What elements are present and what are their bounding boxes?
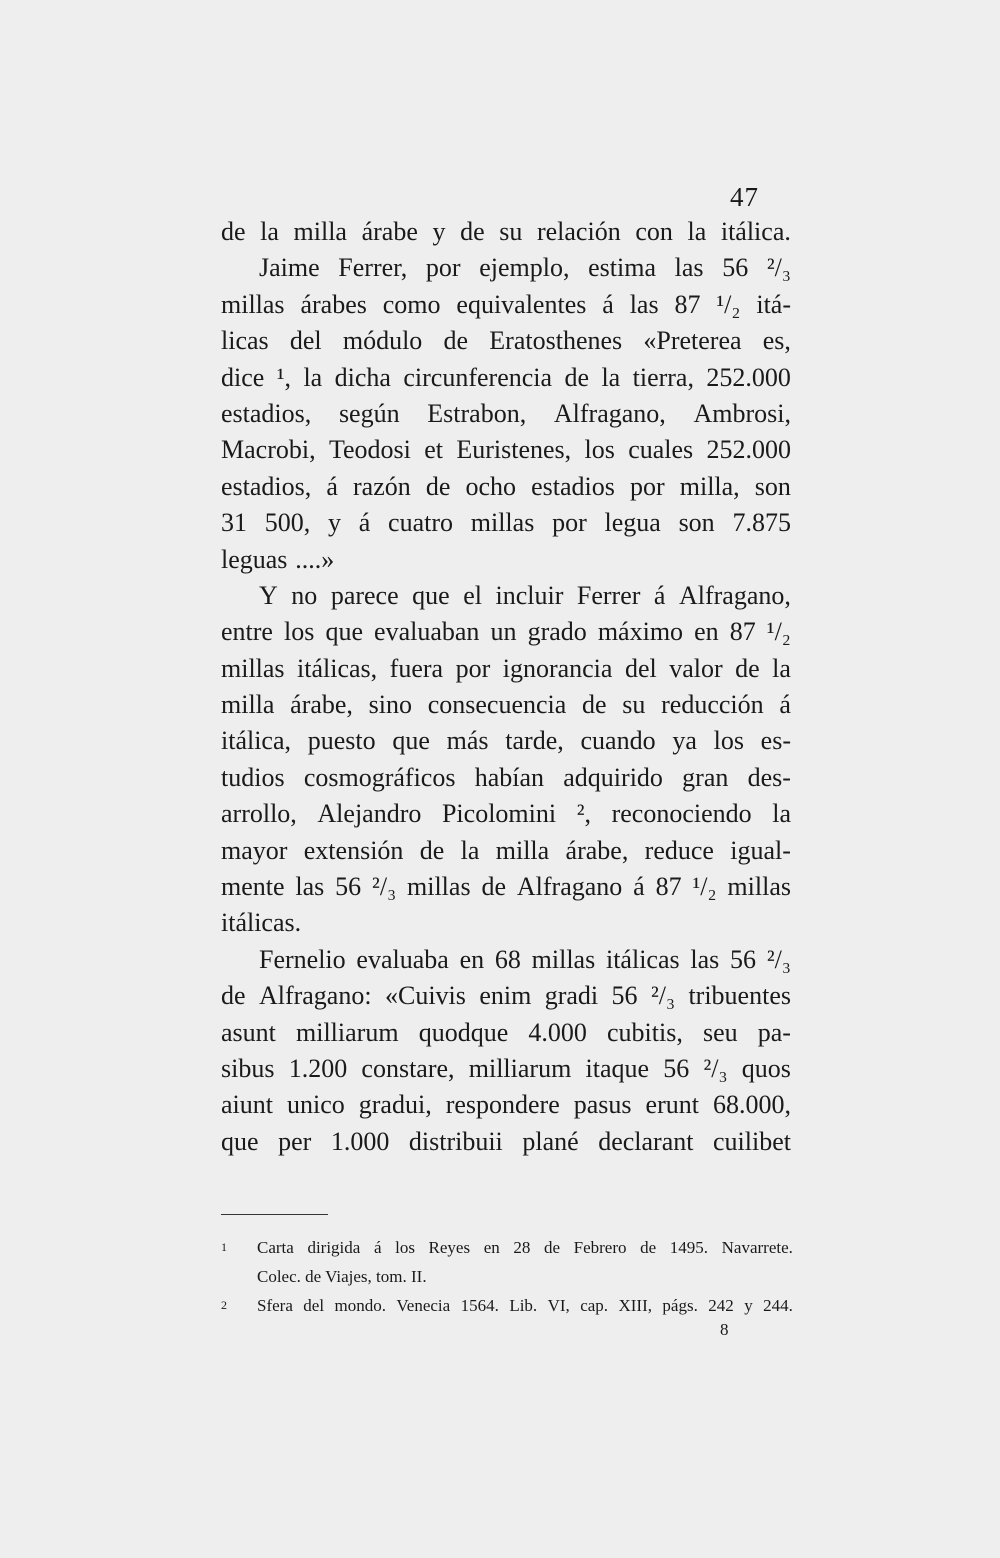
word: Alfragano: xyxy=(258,981,372,1011)
word: ignorancia xyxy=(502,653,613,683)
word: legua xyxy=(604,508,661,538)
word: seu xyxy=(702,1017,738,1047)
word: de xyxy=(640,1238,657,1257)
word: á xyxy=(653,580,666,610)
text-line xyxy=(221,542,791,578)
word: Sfera xyxy=(257,1296,293,1315)
word: su xyxy=(499,217,523,246)
word: que xyxy=(325,617,363,647)
word: cubitis, xyxy=(606,1017,683,1047)
word: unico xyxy=(287,1090,345,1120)
text-line xyxy=(221,723,791,759)
word: des- xyxy=(747,762,791,792)
word: sibus xyxy=(221,1053,275,1083)
word: Venecia xyxy=(396,1296,451,1315)
word: por xyxy=(552,508,587,538)
text-line xyxy=(221,833,791,869)
word: á xyxy=(373,1238,382,1257)
word: tierra, xyxy=(632,362,694,392)
word: con xyxy=(635,217,673,246)
word: estima xyxy=(588,253,657,283)
word: ²/₃ xyxy=(766,944,791,974)
word: 500, xyxy=(264,508,311,538)
footnote-line xyxy=(221,1233,793,1262)
word: itálicas, xyxy=(297,653,378,683)
word: mente xyxy=(221,872,285,902)
word: la xyxy=(772,799,791,829)
word: itálica, xyxy=(221,726,292,756)
word: ², xyxy=(576,799,591,829)
word: de xyxy=(582,690,607,720)
word: razón xyxy=(353,471,411,501)
word: no xyxy=(291,580,318,610)
word: ²/₃ xyxy=(650,981,676,1011)
word: los xyxy=(584,435,615,465)
word: Alfragano, xyxy=(553,398,666,428)
word: respondere xyxy=(445,1090,560,1120)
word: la xyxy=(303,362,323,392)
word: VI, xyxy=(547,1296,570,1315)
word: tribuentes xyxy=(688,981,791,1011)
word: la xyxy=(601,362,621,392)
word: en xyxy=(694,617,719,647)
word: como xyxy=(382,289,441,319)
word: árabe, xyxy=(290,690,353,720)
word: cuatro xyxy=(388,508,454,538)
word: en xyxy=(483,1238,500,1257)
word: de xyxy=(425,471,451,501)
word: circunferencia xyxy=(403,362,553,392)
text-line xyxy=(221,942,791,978)
word: quos xyxy=(741,1053,791,1083)
word: la xyxy=(772,653,791,683)
word: por xyxy=(629,471,665,501)
word: Carta xyxy=(257,1238,294,1257)
word: más xyxy=(446,726,489,756)
word: que xyxy=(392,726,430,756)
word: el xyxy=(463,580,482,610)
word: es, xyxy=(762,326,791,356)
word: su xyxy=(622,690,646,720)
word: itálica. xyxy=(720,217,791,246)
word: Y xyxy=(259,580,278,610)
word: Eratosthenes xyxy=(489,326,623,356)
word: tudios xyxy=(221,762,285,792)
word: milla, xyxy=(679,471,740,501)
word: ....» xyxy=(295,544,335,574)
word: adquirido xyxy=(563,762,663,792)
word: de xyxy=(221,981,246,1011)
word: de xyxy=(564,362,590,392)
word: Ferrer, xyxy=(338,253,408,283)
word: dicha xyxy=(334,362,391,392)
word: millas xyxy=(407,872,471,902)
word: plané xyxy=(522,1126,579,1156)
word: cuilibet xyxy=(713,1126,791,1156)
word: mayor xyxy=(221,835,288,865)
word: Ambrosi, xyxy=(693,398,791,428)
text-line xyxy=(221,1015,791,1051)
word: cuando xyxy=(580,726,656,756)
word: valor xyxy=(669,653,723,683)
word: máximo xyxy=(597,617,684,647)
word: declarant xyxy=(598,1126,694,1156)
word: gradi xyxy=(544,981,599,1011)
word: constare, xyxy=(361,1053,455,1083)
word: sino xyxy=(368,690,412,720)
word: ¹, xyxy=(276,362,292,392)
word: árabes xyxy=(300,289,367,319)
word: cuales xyxy=(628,435,694,465)
word: 56 xyxy=(730,944,757,974)
word: 68.000, xyxy=(712,1090,791,1120)
word: la xyxy=(460,835,480,865)
word: á xyxy=(779,690,791,720)
word: árabe, xyxy=(565,835,629,865)
footnote-text: Colec. de Viajes, tom. II. xyxy=(257,1267,427,1286)
word: milla xyxy=(221,690,275,720)
word: Euristenes, xyxy=(456,435,572,465)
word: Ferrer xyxy=(576,580,641,610)
word: Alejandro xyxy=(317,799,422,829)
word: ejemplo, xyxy=(479,253,570,283)
text-line xyxy=(221,396,791,432)
word: et xyxy=(424,435,443,465)
word: Macrobi, xyxy=(221,435,316,465)
word: gran xyxy=(682,762,729,792)
word: aiunt xyxy=(221,1090,273,1120)
word: enim xyxy=(479,981,532,1011)
word: de xyxy=(481,872,506,902)
word: Lib. xyxy=(509,1296,538,1315)
word: per xyxy=(278,1126,312,1156)
word: 244. xyxy=(763,1296,793,1315)
word: evaluaban xyxy=(374,617,480,647)
text-line xyxy=(221,250,791,286)
word: itálicas xyxy=(605,944,680,974)
word: estadios, xyxy=(221,471,312,501)
word: 87 xyxy=(674,289,701,319)
word: igual- xyxy=(730,835,791,865)
word: millas xyxy=(470,508,535,538)
word: estadios xyxy=(531,471,615,501)
word: y xyxy=(328,508,341,538)
word: los xyxy=(284,617,315,647)
word: 68 xyxy=(494,944,521,974)
footnote-number: 2 xyxy=(221,1298,227,1312)
word: tarde, xyxy=(505,726,564,756)
footnote-text xyxy=(257,1233,793,1262)
word: de xyxy=(221,217,246,246)
word: 87 xyxy=(729,617,756,647)
word: «Preterea xyxy=(643,326,742,356)
word: itálicas. xyxy=(221,908,302,938)
word: ¹/₂ xyxy=(766,617,791,647)
word: págs. xyxy=(662,1296,698,1315)
word: Fernelio xyxy=(259,944,346,974)
word: la xyxy=(260,217,279,246)
word: 252.000 xyxy=(706,362,791,392)
word: relación xyxy=(536,217,621,246)
word: los xyxy=(395,1238,415,1257)
word: reconociendo xyxy=(611,799,752,829)
word: XIII, xyxy=(618,1296,652,1315)
word: equivalentes xyxy=(456,289,587,319)
text-line xyxy=(221,651,791,687)
word: 7.875 xyxy=(732,508,791,538)
word: estadios, xyxy=(221,398,312,428)
word: arrollo, xyxy=(221,799,297,829)
text-line xyxy=(221,1124,791,1160)
word: la xyxy=(687,217,707,246)
word: asunt xyxy=(221,1017,276,1047)
word: las xyxy=(690,944,720,974)
footnote-number xyxy=(221,1262,257,1291)
word: grado xyxy=(527,617,587,647)
word: las xyxy=(674,253,704,283)
text-line xyxy=(221,869,791,905)
word: de xyxy=(419,835,445,865)
word: mondo. xyxy=(334,1296,386,1315)
word: reducción xyxy=(661,690,764,720)
word: Reyes xyxy=(428,1238,471,1257)
word: y xyxy=(432,217,446,246)
word: millas xyxy=(221,653,285,683)
word: habían xyxy=(474,762,545,792)
word: dirigida xyxy=(307,1238,361,1257)
word: de xyxy=(460,217,485,246)
word: millas xyxy=(727,872,791,902)
word: ya xyxy=(672,726,697,756)
word: 1495. xyxy=(669,1238,709,1257)
word: módulo xyxy=(342,326,423,356)
word: ²/₃ xyxy=(766,253,791,283)
footnote-separator xyxy=(221,1214,328,1215)
footnotes xyxy=(221,1233,793,1320)
word: que xyxy=(412,580,450,610)
footnote-text xyxy=(257,1291,793,1320)
word: á xyxy=(602,289,614,319)
text-line xyxy=(221,360,791,396)
word: á xyxy=(326,471,338,501)
word: ¹/₂ xyxy=(692,872,717,902)
word: Jaime xyxy=(259,253,320,283)
word: fuera xyxy=(389,653,444,683)
word: Febrero xyxy=(573,1238,627,1257)
word: incluir xyxy=(495,580,564,610)
word: los xyxy=(713,726,744,756)
word: Navarrete. xyxy=(721,1238,793,1257)
word: de xyxy=(735,653,760,683)
word: á xyxy=(633,872,645,902)
word: Alfragano xyxy=(516,872,623,902)
text-line xyxy=(221,1087,791,1123)
word: itaque xyxy=(585,1053,650,1083)
text-line xyxy=(221,1051,791,1087)
word: en xyxy=(459,944,485,974)
word: itá- xyxy=(756,289,791,319)
word: son xyxy=(754,471,791,501)
word: del xyxy=(289,326,322,356)
word: por xyxy=(425,253,461,283)
word: Alfragano, xyxy=(678,580,791,610)
text-line xyxy=(221,687,791,723)
word: 1.000 xyxy=(330,1126,390,1156)
word: de xyxy=(443,326,469,356)
word: á xyxy=(358,508,371,538)
word: 28 xyxy=(513,1238,531,1257)
word: milla xyxy=(293,217,347,246)
footnote-line xyxy=(221,1291,793,1320)
text-line xyxy=(221,323,791,359)
word: del xyxy=(303,1296,325,1315)
word: árabe xyxy=(361,217,418,246)
word: son xyxy=(678,508,715,538)
page-number: 47 xyxy=(730,182,759,212)
word: ¹/₂ xyxy=(716,289,741,319)
body-text xyxy=(221,214,791,1160)
word: 252.000 xyxy=(706,435,791,465)
word: milliarum xyxy=(296,1017,399,1047)
word: Teodosi xyxy=(328,435,411,465)
word: extensión xyxy=(303,835,404,865)
word: millas xyxy=(221,289,285,319)
text-line xyxy=(221,796,791,832)
word: erunt xyxy=(645,1090,699,1120)
word: Picolomini xyxy=(441,799,557,829)
text-line xyxy=(221,432,791,468)
word: 56 xyxy=(722,253,749,283)
word: Estrabon, xyxy=(427,398,527,428)
word: un xyxy=(490,617,517,647)
word: dice xyxy=(221,362,265,392)
word: «Cuivis xyxy=(384,981,466,1011)
footnote-line xyxy=(221,1262,793,1291)
word: que xyxy=(221,1126,259,1156)
word: consecuencia xyxy=(427,690,567,720)
text-line xyxy=(221,287,791,323)
word: millas xyxy=(531,944,596,974)
word: es- xyxy=(760,726,791,756)
word: pa- xyxy=(757,1017,791,1047)
text-line xyxy=(221,505,791,541)
word: cosmográficos xyxy=(303,762,456,792)
word: 56 xyxy=(335,872,362,902)
text-line xyxy=(221,578,791,614)
word: 1564. xyxy=(460,1296,499,1315)
text-line xyxy=(221,978,791,1014)
footnote-number: 1 xyxy=(221,1240,227,1254)
word: las xyxy=(629,289,659,319)
word: ²/₃ xyxy=(372,872,397,902)
text-line xyxy=(221,760,791,796)
word: 4.000 xyxy=(528,1017,587,1047)
word: de xyxy=(543,1238,561,1257)
word: 56 xyxy=(663,1053,690,1083)
word: cap. xyxy=(580,1296,609,1315)
word: distribuii xyxy=(408,1126,503,1156)
word: 87 xyxy=(655,872,682,902)
word: por xyxy=(455,653,491,683)
word: 242 xyxy=(708,1296,734,1315)
word: parece xyxy=(330,580,399,610)
word: reduce xyxy=(644,835,714,865)
word: leguas xyxy=(221,544,288,574)
word: ocho xyxy=(465,471,517,501)
word: 31 xyxy=(221,508,247,538)
word: pasus xyxy=(573,1090,632,1120)
word: entre xyxy=(221,617,273,647)
word: según xyxy=(338,398,400,428)
word: milliarum xyxy=(468,1053,572,1083)
word: las xyxy=(295,872,325,902)
signature-mark: 8 xyxy=(720,1320,729,1339)
word: del xyxy=(624,653,657,683)
word: licas xyxy=(221,326,269,356)
text-line xyxy=(221,905,791,941)
word: puesto xyxy=(307,726,376,756)
word: 1.200 xyxy=(288,1053,348,1083)
word: quodque xyxy=(418,1017,509,1047)
word: evaluaba xyxy=(356,944,449,974)
word: 56 xyxy=(611,981,638,1011)
word: gradui, xyxy=(358,1090,432,1120)
text-line xyxy=(221,469,791,505)
word: milla xyxy=(495,835,550,865)
text-line xyxy=(221,214,791,250)
word: ²/₃ xyxy=(703,1053,728,1083)
text-line xyxy=(221,614,791,650)
word: y xyxy=(744,1296,753,1315)
